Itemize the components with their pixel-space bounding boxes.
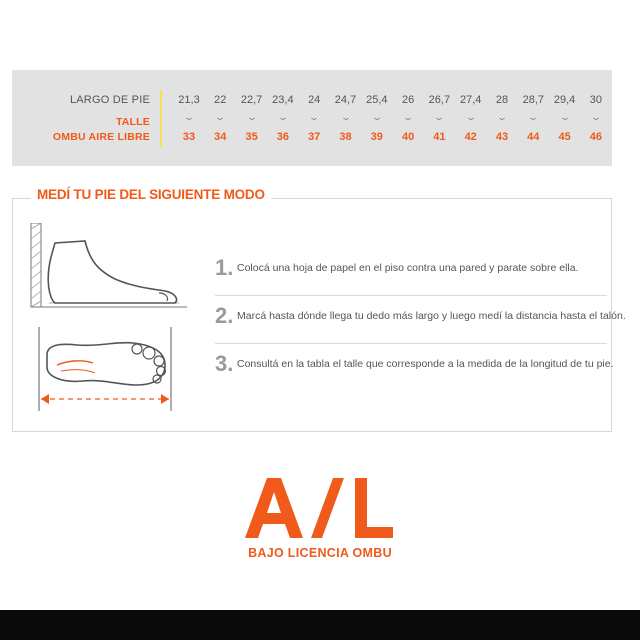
chevron-down-icon: ⌄ — [214, 112, 227, 122]
measure-guide — [12, 187, 626, 432]
step-text: Colocá una hoja de papel en el piso contra una pared y parate sobre ella. — [237, 262, 579, 274]
chevron-down-icon: ⌄ — [527, 112, 540, 122]
chevron-down-icon: ⌄ — [558, 112, 571, 122]
step-number: 1. — [215, 255, 234, 280]
shoe-size: 38 — [339, 131, 352, 143]
foot-length: 22 — [214, 94, 227, 106]
size-table — [12, 70, 612, 166]
chevron-down-icon: ⌄ — [308, 112, 321, 122]
bottom-bar — [0, 610, 640, 640]
al-logo — [245, 478, 395, 538]
shoe-size: 33 — [182, 131, 196, 143]
logo-subtitle: BAJO LICENCIA OMBU — [248, 546, 392, 560]
foot-length: 21,3 — [178, 94, 200, 106]
chevron-down-icon: ⌄ — [589, 112, 602, 122]
step-number: 2. — [215, 303, 234, 328]
foot-side-illustration — [29, 223, 189, 311]
foot-length: 23,4 — [272, 94, 294, 106]
shoe-size: 36 — [276, 131, 290, 143]
size-columns — [174, 70, 612, 166]
size-table-row-labels — [12, 70, 150, 166]
row-label-ombu: OMBU AIRE LIBRE — [52, 131, 150, 143]
shoe-size: 40 — [401, 131, 415, 143]
chevron-down-icon: ⌄ — [495, 112, 509, 122]
chevron-down-icon: ⌄ — [433, 112, 446, 122]
step-divider — [215, 343, 607, 344]
foot-length: 27,4 — [459, 94, 482, 106]
chevron-down-icon: ⌄ — [402, 112, 415, 122]
shoe-size: 34 — [214, 131, 227, 143]
foot-length: 28 — [495, 94, 509, 106]
chevron-down-icon: ⌄ — [245, 112, 258, 122]
chevron-down-icon: ⌄ — [339, 112, 352, 122]
foot-length: 30 — [589, 94, 603, 106]
shoe-size: 39 — [370, 131, 383, 143]
step-divider — [215, 295, 607, 296]
step-number: 3. — [215, 351, 234, 376]
shoe-size: 42 — [464, 131, 477, 143]
foot-length: 24,7 — [334, 94, 357, 106]
row-label-talle: TALLE — [115, 116, 150, 128]
chevron-down-icon: ⌄ — [464, 112, 477, 122]
shoe-size: 46 — [589, 131, 603, 143]
size-column — [581, 70, 611, 166]
chevron-down-icon: ⌄ — [370, 112, 383, 122]
foot-length: 22,7 — [240, 94, 263, 106]
chevron-down-icon: ⌄ — [276, 112, 289, 122]
step-text: Consultá en la tabla el talle que corresponde a la medida de la longitud de tu pie. — [237, 358, 614, 370]
shoe-size: 35 — [245, 131, 258, 143]
step-text: Marcá hasta dónde llega tu dedo más largo y luego medí la distancia hasta el talón. — [237, 310, 626, 322]
shoe-size: 45 — [558, 131, 571, 143]
table-divider — [160, 90, 162, 148]
foot-length: 26,7 — [428, 94, 451, 106]
shoe-size: 41 — [433, 131, 446, 143]
shoe-size: 37 — [308, 131, 321, 143]
foot-length: 29,4 — [553, 94, 576, 106]
guide-title: MEDÍ TU PIE DEL SIGUIENTE MODO — [31, 187, 271, 202]
shoe-size: 44 — [527, 131, 540, 143]
foot-length: 26 — [401, 94, 415, 106]
shoe-size: 43 — [495, 131, 509, 143]
foot-length: 24 — [308, 94, 321, 106]
chevron-down-icon: ⌄ — [182, 112, 196, 122]
foot-length: 28,7 — [522, 94, 544, 106]
foot-length: 25,4 — [366, 94, 388, 106]
row-label-largo: LARGO DE PIE — [69, 94, 150, 106]
foot-top-illustration — [33, 327, 183, 417]
